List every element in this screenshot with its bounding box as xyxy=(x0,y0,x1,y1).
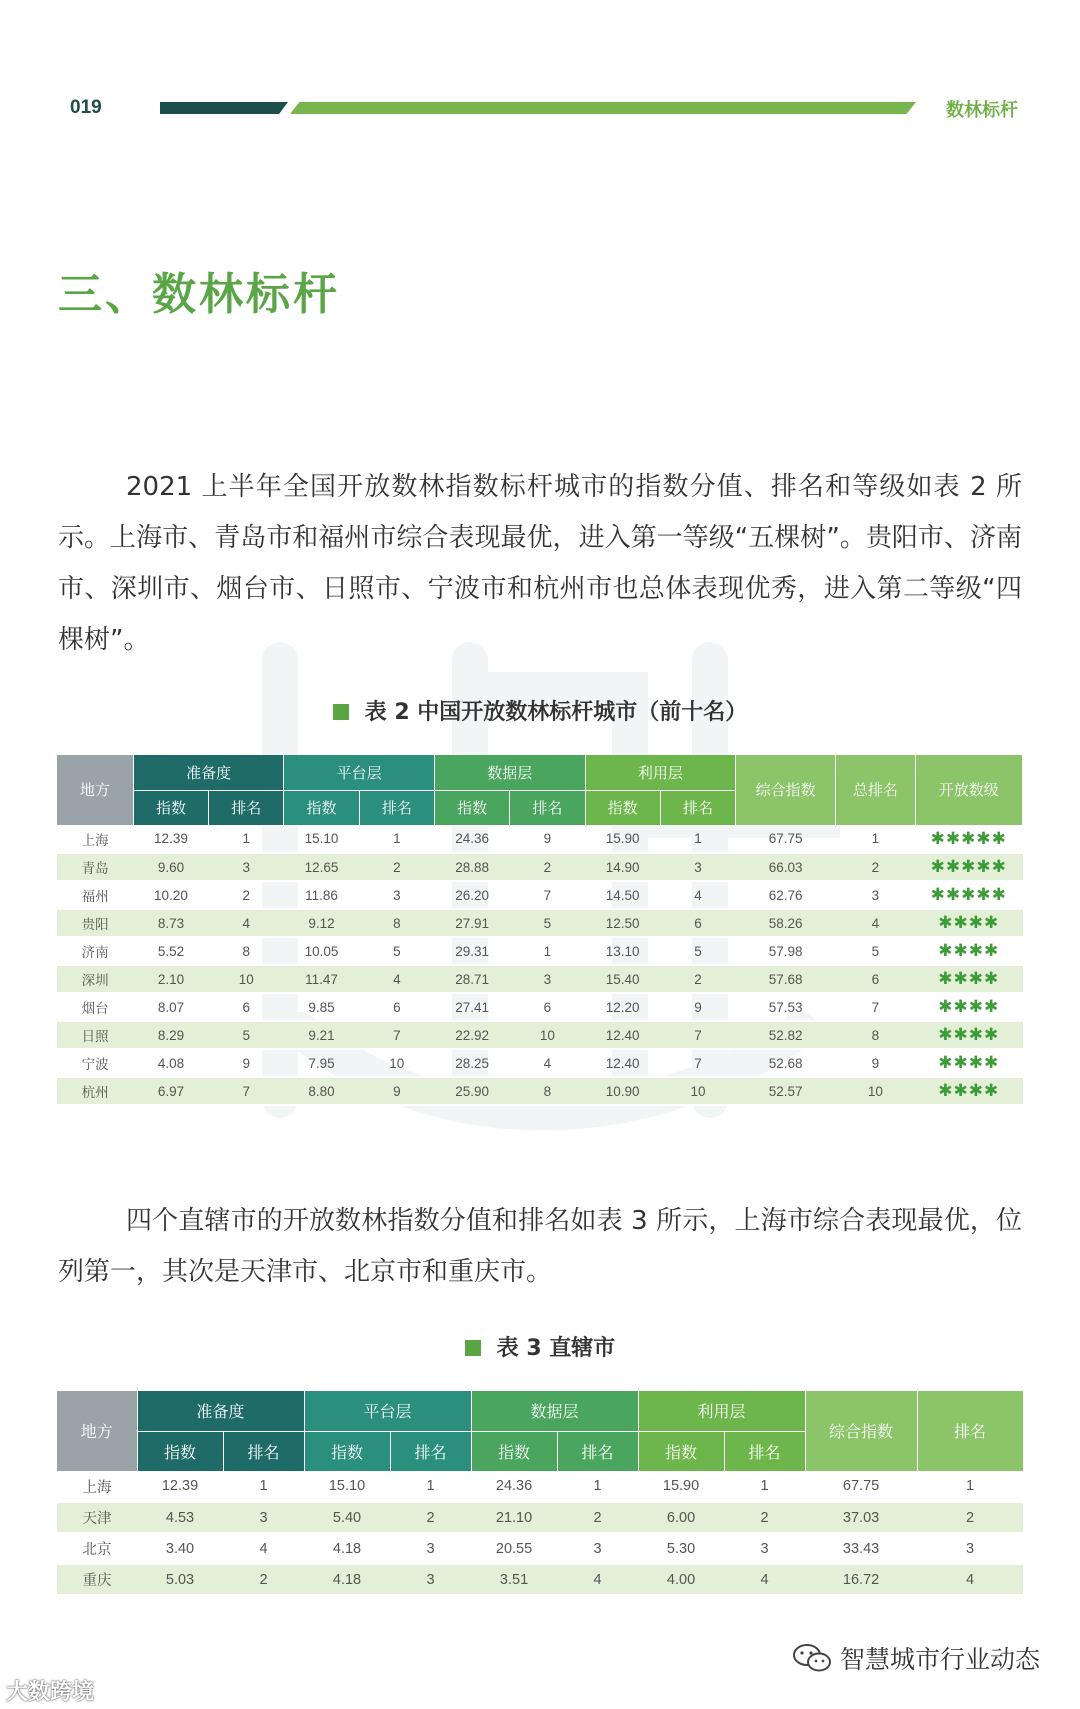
table-cell-level-trees: ✱✱✱✱ xyxy=(915,1049,1022,1077)
table-cell: 2 xyxy=(510,853,585,881)
table2-caption xyxy=(0,695,1080,726)
table-cell: 6 xyxy=(836,965,915,993)
table2 xyxy=(57,755,1023,1106)
table-row xyxy=(57,1049,1023,1077)
table-cell-level-trees: ✱✱✱✱ xyxy=(915,965,1022,993)
table-cell: 3 xyxy=(510,965,585,993)
table-cell-level-trees: ✱✱✱✱ xyxy=(915,993,1022,1021)
table-cell: 52.68 xyxy=(736,1049,836,1077)
table-cell: 5.03 xyxy=(137,1564,223,1595)
table-cell: 15.40 xyxy=(585,965,660,993)
table-cell: 28.25 xyxy=(434,1049,509,1077)
table-cell-place: 深圳 xyxy=(57,965,133,993)
caption-square-icon xyxy=(465,1340,481,1356)
table2-body xyxy=(57,825,1023,1105)
table-cell: 57.98 xyxy=(736,937,836,965)
table-cell: 12.50 xyxy=(585,909,660,937)
table-cell: 3 xyxy=(917,1533,1023,1564)
table3-header-group4: 利用层 xyxy=(638,1391,805,1431)
table-cell: 12.20 xyxy=(585,993,660,1021)
table-cell: 24.36 xyxy=(471,1471,557,1502)
table3-subheader-index: 指数 xyxy=(304,1431,390,1471)
table-cell: 2 xyxy=(557,1502,638,1533)
table-cell-place: 青岛 xyxy=(57,853,133,881)
table3-header-composite: 综合指数 xyxy=(805,1391,917,1471)
table-cell: 15.10 xyxy=(304,1471,390,1502)
table-cell: 28.71 xyxy=(434,965,509,993)
table-cell: 4 xyxy=(223,1533,304,1564)
table-cell: 6 xyxy=(209,993,284,1021)
table-cell: 5.30 xyxy=(638,1533,724,1564)
table-cell: 13.10 xyxy=(585,937,660,965)
table-cell: 67.75 xyxy=(805,1471,917,1502)
table-cell: 6.00 xyxy=(638,1502,724,1533)
table-cell-level-trees: ✱✱✱✱ xyxy=(915,909,1022,937)
table-cell: 8 xyxy=(209,937,284,965)
table-cell: 33.43 xyxy=(805,1533,917,1564)
wechat-icon xyxy=(792,1642,832,1674)
table-cell: 8 xyxy=(510,1077,585,1105)
footer-account-name: 智慧城市行业动态 xyxy=(839,1645,1040,1674)
table2-header-group2: 平台层 xyxy=(284,755,435,790)
table-cell: 52.57 xyxy=(736,1077,836,1105)
table-cell: 5.52 xyxy=(133,937,208,965)
table-cell: 2.10 xyxy=(133,965,208,993)
table-cell: 10 xyxy=(209,965,284,993)
table3-subheader-rank: 排名 xyxy=(724,1431,805,1471)
table-cell: 16.72 xyxy=(805,1564,917,1595)
table-cell: 5 xyxy=(209,1021,284,1049)
table-cell: 4 xyxy=(359,965,434,993)
table-cell: 20.55 xyxy=(471,1533,557,1564)
table-cell: 28.88 xyxy=(434,853,509,881)
table2-header-place: 地方 xyxy=(57,755,133,825)
page-number: 019 xyxy=(70,97,102,118)
table-row xyxy=(57,1564,1023,1595)
table-row xyxy=(57,965,1023,993)
table-cell: 4.08 xyxy=(133,1049,208,1077)
table-cell: 27.91 xyxy=(434,909,509,937)
table-cell: 27.41 xyxy=(434,993,509,1021)
table-cell-place: 福州 xyxy=(57,881,133,909)
table2-subheader-rank: 排名 xyxy=(209,790,284,825)
table-cell: 2 xyxy=(223,1564,304,1595)
table-cell: 8.07 xyxy=(133,993,208,1021)
table-cell: 4 xyxy=(557,1564,638,1595)
table-cell: 8 xyxy=(359,909,434,937)
table-cell-place: 日照 xyxy=(57,1021,133,1049)
table-cell: 12.39 xyxy=(137,1471,223,1502)
table-cell: 1 xyxy=(917,1471,1023,1502)
table3-body xyxy=(57,1471,1023,1595)
header-bar-green xyxy=(290,102,916,114)
table-cell: 14.90 xyxy=(585,853,660,881)
table2-subheader-index: 指数 xyxy=(133,790,208,825)
table-cell: 6 xyxy=(660,909,735,937)
table-cell: 5 xyxy=(510,909,585,937)
table-cell: 5 xyxy=(660,937,735,965)
table-cell: 57.68 xyxy=(736,965,836,993)
table-cell: 58.26 xyxy=(736,909,836,937)
table-cell: 1 xyxy=(223,1471,304,1502)
table-cell: 4.00 xyxy=(638,1564,724,1595)
table-cell: 2 xyxy=(724,1502,805,1533)
table-cell: 3 xyxy=(359,881,434,909)
table-cell: 4 xyxy=(660,881,735,909)
table-cell: 6 xyxy=(359,993,434,1021)
table-cell: 3 xyxy=(836,881,915,909)
table-cell: 62.76 xyxy=(736,881,836,909)
table3-subheader-index: 指数 xyxy=(638,1431,724,1471)
table2-subheader-rank: 排名 xyxy=(660,790,735,825)
table3 xyxy=(57,1391,1024,1596)
table-cell: 29.31 xyxy=(434,937,509,965)
table-cell: 67.75 xyxy=(736,825,836,853)
table-cell: 66.03 xyxy=(736,853,836,881)
table-cell-place: 重庆 xyxy=(57,1564,137,1595)
table-cell: 2 xyxy=(209,881,284,909)
table-cell: 52.82 xyxy=(736,1021,836,1049)
table-cell-place: 杭州 xyxy=(57,1077,133,1105)
table-row xyxy=(57,1533,1023,1564)
table-cell: 4.18 xyxy=(304,1533,390,1564)
table-cell-place: 上海 xyxy=(57,1471,137,1502)
table-cell: 12.40 xyxy=(585,1049,660,1077)
table-cell: 8 xyxy=(836,1021,915,1049)
table-cell: 12.40 xyxy=(585,1021,660,1049)
table-cell-place: 北京 xyxy=(57,1533,137,1564)
table-cell: 9 xyxy=(660,993,735,1021)
table-cell: 25.90 xyxy=(434,1077,509,1105)
table-cell: 8.80 xyxy=(284,1077,359,1105)
table-cell: 4 xyxy=(836,909,915,937)
table-cell: 24.36 xyxy=(434,825,509,853)
table-cell: 9.60 xyxy=(133,853,208,881)
table-cell-place: 上海 xyxy=(57,825,133,853)
table-cell: 14.50 xyxy=(585,881,660,909)
table-cell: 2 xyxy=(359,853,434,881)
table-row xyxy=(57,1471,1023,1502)
table-cell: 1 xyxy=(359,825,434,853)
table-cell: 11.86 xyxy=(284,881,359,909)
table-cell-level-trees: ✱✱✱✱ xyxy=(915,1021,1022,1049)
table3-header-group1: 准备度 xyxy=(137,1391,304,1431)
table-cell: 8.73 xyxy=(133,909,208,937)
table-cell-level-trees: ✱✱✱✱ xyxy=(915,937,1022,965)
table-cell: 9 xyxy=(510,825,585,853)
table2-header-composite: 综合指数 xyxy=(736,755,836,825)
table-cell: 5 xyxy=(359,937,434,965)
table-cell: 9.12 xyxy=(284,909,359,937)
table-cell: 4 xyxy=(917,1564,1023,1595)
table-cell: 9.85 xyxy=(284,993,359,1021)
table-cell: 6.97 xyxy=(133,1077,208,1105)
table-cell: 10 xyxy=(359,1049,434,1077)
table-cell: 7 xyxy=(209,1077,284,1105)
table-cell: 10 xyxy=(836,1077,915,1105)
table-cell: 12.39 xyxy=(133,825,208,853)
body-paragraph-1: 2021 上半年全国开放数林指数标杆城市的指数分值、排名和等级如表 2 所示。上海市、青岛市和福州市综合表现最优，进入第一等级“五棵树”。贵阳市、济南市、深圳市、烟台市、日照市、宁波市和杭州市也总体表现优秀，进入第二等级“四棵树”。 xyxy=(58,472,1022,655)
table-cell: 1 xyxy=(660,825,735,853)
table3-header-place: 地方 xyxy=(57,1391,137,1471)
table-row xyxy=(57,1077,1023,1105)
table-cell: 57.53 xyxy=(736,993,836,1021)
table-cell: 2 xyxy=(390,1502,471,1533)
table-cell: 3 xyxy=(390,1564,471,1595)
body-paragraph-2: 四个直辖市的开放数林指数分值和排名如表 3 所示，上海市综合表现最优，位列第一，其次是天津市、北京市和重庆市。 xyxy=(58,1206,1022,1287)
table3-header-rank: 排名 xyxy=(917,1391,1023,1471)
table-cell: 7 xyxy=(359,1021,434,1049)
table-cell: 10.20 xyxy=(133,881,208,909)
table3-header-group3: 数据层 xyxy=(471,1391,638,1431)
table-cell: 10 xyxy=(660,1077,735,1105)
table-cell: 6 xyxy=(510,993,585,1021)
table3-caption xyxy=(0,1331,1080,1362)
table3-subheader-rank: 排名 xyxy=(557,1431,638,1471)
table-cell: 15.10 xyxy=(284,825,359,853)
table-cell: 3 xyxy=(557,1533,638,1564)
section-title: 三、数林标杆 xyxy=(58,269,340,320)
table-cell: 3 xyxy=(223,1502,304,1533)
table-cell-level-trees: ✱✱✱✱✱ xyxy=(915,881,1022,909)
table2-header-group4: 利用层 xyxy=(585,755,736,790)
table-cell: 12.65 xyxy=(284,853,359,881)
table-cell: 3.51 xyxy=(471,1564,557,1595)
table3-subheader-index: 指数 xyxy=(471,1431,557,1471)
table-cell: 7 xyxy=(660,1021,735,1049)
table-cell: 4.18 xyxy=(304,1564,390,1595)
table-cell: 37.03 xyxy=(805,1502,917,1533)
table-cell-level-trees: ✱✱✱✱✱ xyxy=(915,853,1022,881)
table3-subheader-rank: 排名 xyxy=(390,1431,471,1471)
table-cell: 1 xyxy=(390,1471,471,1502)
table-row xyxy=(57,853,1023,881)
table-row xyxy=(57,993,1023,1021)
caption-square-icon xyxy=(333,704,349,720)
table-cell-place: 天津 xyxy=(57,1502,137,1533)
table2-subheader-rank: 排名 xyxy=(510,790,585,825)
table-cell: 2 xyxy=(917,1502,1023,1533)
table3-header-group2: 平台层 xyxy=(304,1391,471,1431)
table2-header-level: 开放数级 xyxy=(915,755,1022,825)
table-cell-level-trees: ✱✱✱✱ xyxy=(915,1077,1022,1105)
table2-caption-text: 表 2 中国开放数林标杆城市（前十名） xyxy=(364,700,748,725)
table-cell: 15.90 xyxy=(638,1471,724,1502)
table-cell: 1 xyxy=(557,1471,638,1502)
table-cell: 9 xyxy=(359,1077,434,1105)
table3-subheader-rank: 排名 xyxy=(223,1431,304,1471)
table2-subheader-index: 指数 xyxy=(284,790,359,825)
table-cell: 1 xyxy=(724,1471,805,1502)
table-cell-place: 济南 xyxy=(57,937,133,965)
table3-subheader-index: 指数 xyxy=(137,1431,223,1471)
table-cell: 22.92 xyxy=(434,1021,509,1049)
table-cell: 5.40 xyxy=(304,1502,390,1533)
table2-subheader-index: 指数 xyxy=(585,790,660,825)
table-cell: 11.47 xyxy=(284,965,359,993)
table-cell-place: 宁波 xyxy=(57,1049,133,1077)
table-cell: 7 xyxy=(836,993,915,1021)
table-cell: 21.10 xyxy=(471,1502,557,1533)
table-cell-place: 贵阳 xyxy=(57,909,133,937)
table2-header-group3: 数据层 xyxy=(434,755,585,790)
table-cell: 7 xyxy=(660,1049,735,1077)
table-cell: 10 xyxy=(510,1021,585,1049)
table-cell: 7.95 xyxy=(284,1049,359,1077)
table-row xyxy=(57,825,1023,853)
table-row xyxy=(57,1502,1023,1533)
table-cell-level-trees: ✱✱✱✱✱ xyxy=(915,825,1022,853)
table-cell: 1 xyxy=(836,825,915,853)
table-cell: 3 xyxy=(660,853,735,881)
table-cell: 3 xyxy=(390,1533,471,1564)
table-cell-place: 烟台 xyxy=(57,993,133,1021)
table-cell: 4 xyxy=(724,1564,805,1595)
table-cell: 10.05 xyxy=(284,937,359,965)
table-row xyxy=(57,937,1023,965)
table-cell: 2 xyxy=(660,965,735,993)
table-cell: 9 xyxy=(836,1049,915,1077)
table-row xyxy=(57,1021,1023,1049)
table-cell: 15.90 xyxy=(585,825,660,853)
table2-subheader-index: 指数 xyxy=(434,790,509,825)
table-cell: 4.53 xyxy=(137,1502,223,1533)
table-cell: 4 xyxy=(510,1049,585,1077)
table-cell: 8.29 xyxy=(133,1021,208,1049)
table-cell: 2 xyxy=(836,853,915,881)
table-cell: 3 xyxy=(209,853,284,881)
table-cell: 1 xyxy=(510,937,585,965)
table-row xyxy=(57,881,1023,909)
table-cell: 10.90 xyxy=(585,1077,660,1105)
table-cell: 4 xyxy=(209,909,284,937)
header-bar-dark xyxy=(160,102,288,114)
table-cell: 3 xyxy=(724,1533,805,1564)
table3-caption-text: 表 3 直辖市 xyxy=(496,1336,616,1361)
footer-watermark-left: 大数跨境 xyxy=(6,1680,95,1705)
table-cell: 9.21 xyxy=(284,1021,359,1049)
table2-header-total-rank: 总排名 xyxy=(836,755,915,825)
table-row xyxy=(57,909,1023,937)
table-cell: 5 xyxy=(836,937,915,965)
table-cell: 3.40 xyxy=(137,1533,223,1564)
table-cell: 1 xyxy=(209,825,284,853)
table-cell: 9 xyxy=(209,1049,284,1077)
table-cell: 26.20 xyxy=(434,881,509,909)
footer-account xyxy=(792,1640,1040,1676)
table2-subheader-rank: 排名 xyxy=(359,790,434,825)
table-cell: 7 xyxy=(510,881,585,909)
table2-header-group1: 准备度 xyxy=(133,755,284,790)
header-section-name: 数林标杆 xyxy=(946,100,1018,121)
